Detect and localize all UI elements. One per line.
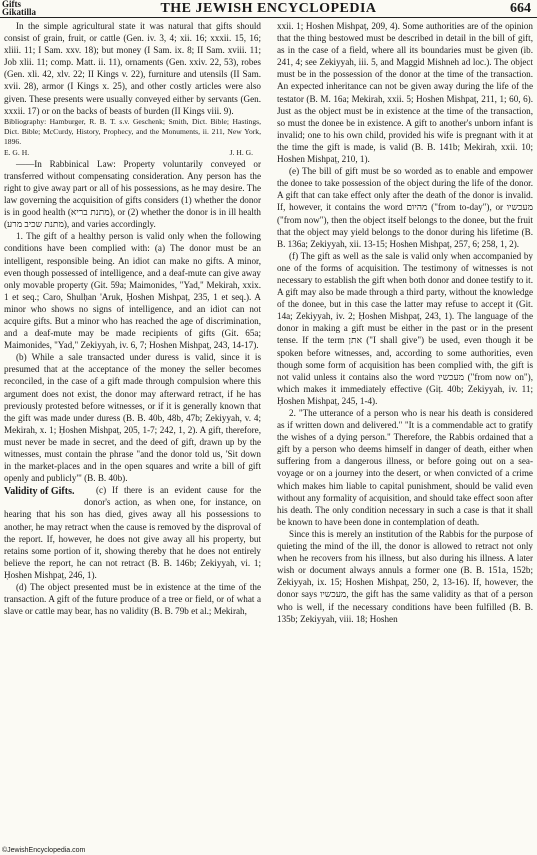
paragraph: 2. "The utterance of a person who is near his death is considered as if written down and delivered." "It is a commendable act to gratify the wishes of a dying person." Therefore, the Rabbis ordained that a gift by a person who deems himself in danger of death, either when suffering from a dangerous illness, or before going out on a sea-voyage or on a journey into the desert, or when convicted of a crime which makes him liable to capital punishment, should be valid even without any formality of acquisition, and should take effect soon after his death. The only condition necessary in such a case is that it shall be known to have been done in contemplation of death. — [277, 408, 533, 527]
author-initials: E. G. H. — [4, 147, 30, 157]
paragraph: Since this is merely an institution of the Rabbis for the purpose of quieting the mind of the ill, the donor is allowed to retract not only when he recovers from his illness, but also during his illness. A later wish or document always annuls a former one (B. B. 151a, 152b; Zekiyyah, ix. 15; Hoshen Mishpaṭ, 250, 2, 13-16). If, however, the donor says מעכשיו, the gift has the same validity as that of a person who is well, if the necessary conditions have been fulfilled (B. B. 135b; Zekiyyah, viii. 18; Hoshen — [277, 528, 533, 624]
page-title: THE JEWISH ENCYCLOPEDIA — [160, 1, 377, 16]
paragraph: xxii. 1; Hoshen Mishpaṭ, 209, 4). Some authorities are of the opinion that the thing bestowed must be described in detail in the bill of gift, as in the case of a field, where all its boundaries must be given (ib. 241, 4; see Zekiyyah, iii. 5, and Maggid Mishneh ad loc.). The object must be in the possession of the donor at the time of the transaction. An expected inheritance can not be given away during the life of the testator (B. M. 16a; Mekirah, xxii. 5; Hoshen Mishpaṭ, 211, 1; 60, 6). Just as the object must be in existence at the time of the transaction, so must the donee be in existence. A gift to another's unborn infant is invalid; one to his own child, provided his wife is pregnant with it at the time the gift is made, is valid (B. B. 141b; Mekirah, xxii. 10; Hoshen Mishpaṭ, 210, 1). — [277, 21, 533, 165]
site-credit: ©JewishEncyclopedia.com — [2, 847, 86, 854]
side-heading: Validity of Gifts. — [4, 486, 75, 498]
signature-line — [4, 147, 261, 158]
running-header — [0, 0, 537, 16]
right-column — [277, 20, 533, 625]
bibliography: Bibliography: Hamburger, R. B. T. s.v. Geschenk; Smith, Dict. Bible; Hastings, Dict. Bible; McCurdy, History, Prophecy, and the Monuments, ii. 211, New York, 1896. — [4, 116, 261, 146]
paragraph: (b) While a sale transacted under duress is valid, since it is presumed that at the acceptance of the money the seller becomes reconciled, in the case of a gift made through compulsion where this argument does not exist, the donor may afterward retract, if he has previously protested before witnesses, or if it is generally known that the gift was made under duress (B. B. 40b, 48b, 47b; Zekiyyah, v. 4; Mekirah, x. 1; Ḥoshen Mishpaṭ, 205, 1-7; 242, 1, 2). A gift, therefore, must never be made in secret, and the deed of gift, drawn up by the witnesses, must contain the phrase "and the donor told us, 'Sit down in the market-places and in the open squares and write a bill of gift openly and publicly'" (B. B. 40b). — [4, 352, 261, 484]
paragraph: ——In Rabbinical Law: Property voluntarily conveyed or transferred without compensating consideration. Any person has the right to give away part or all of his possessions, as he may desire. The law governing the acquisition of gifts considers (1) whether the donor is in good health (מתנת בריא), or (2) whether the donor is in ill health (מתנת שכיב מרע), and varies accordingly. — [4, 158, 261, 230]
guide-word-first: Gifts — [2, 0, 21, 9]
author-initials: J. H. G. — [229, 147, 253, 157]
paragraph: 1. The gift of a healthy person is valid only when the following conditions have been complied with: (a) The donor must be an intelligent, responsible being. An idiot can make no gifts. A minor, even though possessed of intelligence, and a deaf-mute can give away only movable property (Git. 59a; Maimonides, "Yad," Mekirah, xxix. 1 et seq.; Caro, Shulḥan 'Aruk, Ḥoshen Mishpaṭ, 235, 1 et seq.). A minor who shows no signs of intelligence, and an idiot can not acquire gifts. But a minor who has reached the age of discrimination, and a deaf-mute may be made recipients of gifts (Git. 65a; Maimonides, "Yad," Zekiyyah, iv. 6, 7; Hoshen Mishpaṭ, 243, 14-17). — [4, 231, 261, 351]
page-number: 664 — [510, 1, 531, 16]
paragraph: (e) The bill of gift must be so worded as to enable and empower the donee to take possession of the object during the life of the donor. A gift that can take effect only after the death of the donor is invalid. If, however, it contains the word מהיום ("from to-day"), or מעכשיו ("from now"), then the object itself belongs to the donee, but the fruit that the object may yield belongs to the donor during his lifetime (B. B. 136a; Zekiyyah, xii. 13-15; Hoshen Mishpaṭ, 257, 6; 258, 1, 2). — [277, 166, 533, 249]
guide-word-last: Gikatilla — [2, 7, 37, 17]
header-rule — [0, 17, 537, 18]
paragraph: In the simple agricultural state it was natural that gifts should consist of grain, fruit, or cattle (Gen. iv. 3, 4; xii. 16; xxxii. 15, 16; xliii. 11; I Sam. xxv. 18); but money (I Sam. ix. 8; II Sam. xviii. 11; Job xlii. 11; comp. Matt. ii. 11), ornaments (Gen. xxiv. 22, 53), robes (Gen. xli. 42, xlv. 22; II Kings v. 22), furniture and utensils (II Sam. xvii. 28), armor (I Kings x. 25), and other costly articles were also given. These presents were usually conveyed either by servants (Gen. xxxii. 17) or on the backs of beasts of burden (II Kings viii. 9). — [4, 21, 261, 116]
paragraph: (f) The gift as well as the sale is valid only when accompanied by one of the forms of acquisition. The testimony of witnesses is not necessary to establish the gift when both donor and donee testify to it. A gift may also be made through a third party, without the knowledge of the donee, but in this case the latter may refuse to accept it (Git. 14a; Zekiyyah, iv. 2; Ḥoshen Mishpaṭ, 243, 1). The language of the donor in making a gift must be either in the past or in the present tense. If the term אתן ("I shall give") be used, even though it be spoken before witnesses, and, according to some authorities, even though some form of acquisition has been complied with, the gift is not valid unless it contains also the word מעכשיו ("from now on"), which makes it immediately effective (Giṭ. 40b; Zekiyyah, iv. 11; Ḥoshen Mishpaṭ, 245, 1-4). — [277, 250, 533, 406]
left-column — [4, 20, 261, 617]
paragraph: (d) The object presented must be in existence at the time of the transaction. A gift of the future produce of a tree or field, or of what a slave or cattle may bear, has no validity (B. B. 79b et al.; Mekirah, — [4, 582, 261, 617]
paragraph: (c) If there is an evident cause for the donor's action, as when one, for instance, on hearing that his son has died, gives away all his possessions to another, he may retract when the cause is removed by the disproval of the report. If, however, he does not give away all his property, but retains some portion of it, showing thereby that he does not entirely believe the report, he can not retract (B. B. 146b; Zekiyyah, vi. 1; Ḥoshen Mishpaṭ, 246, 1). — [4, 485, 261, 580]
